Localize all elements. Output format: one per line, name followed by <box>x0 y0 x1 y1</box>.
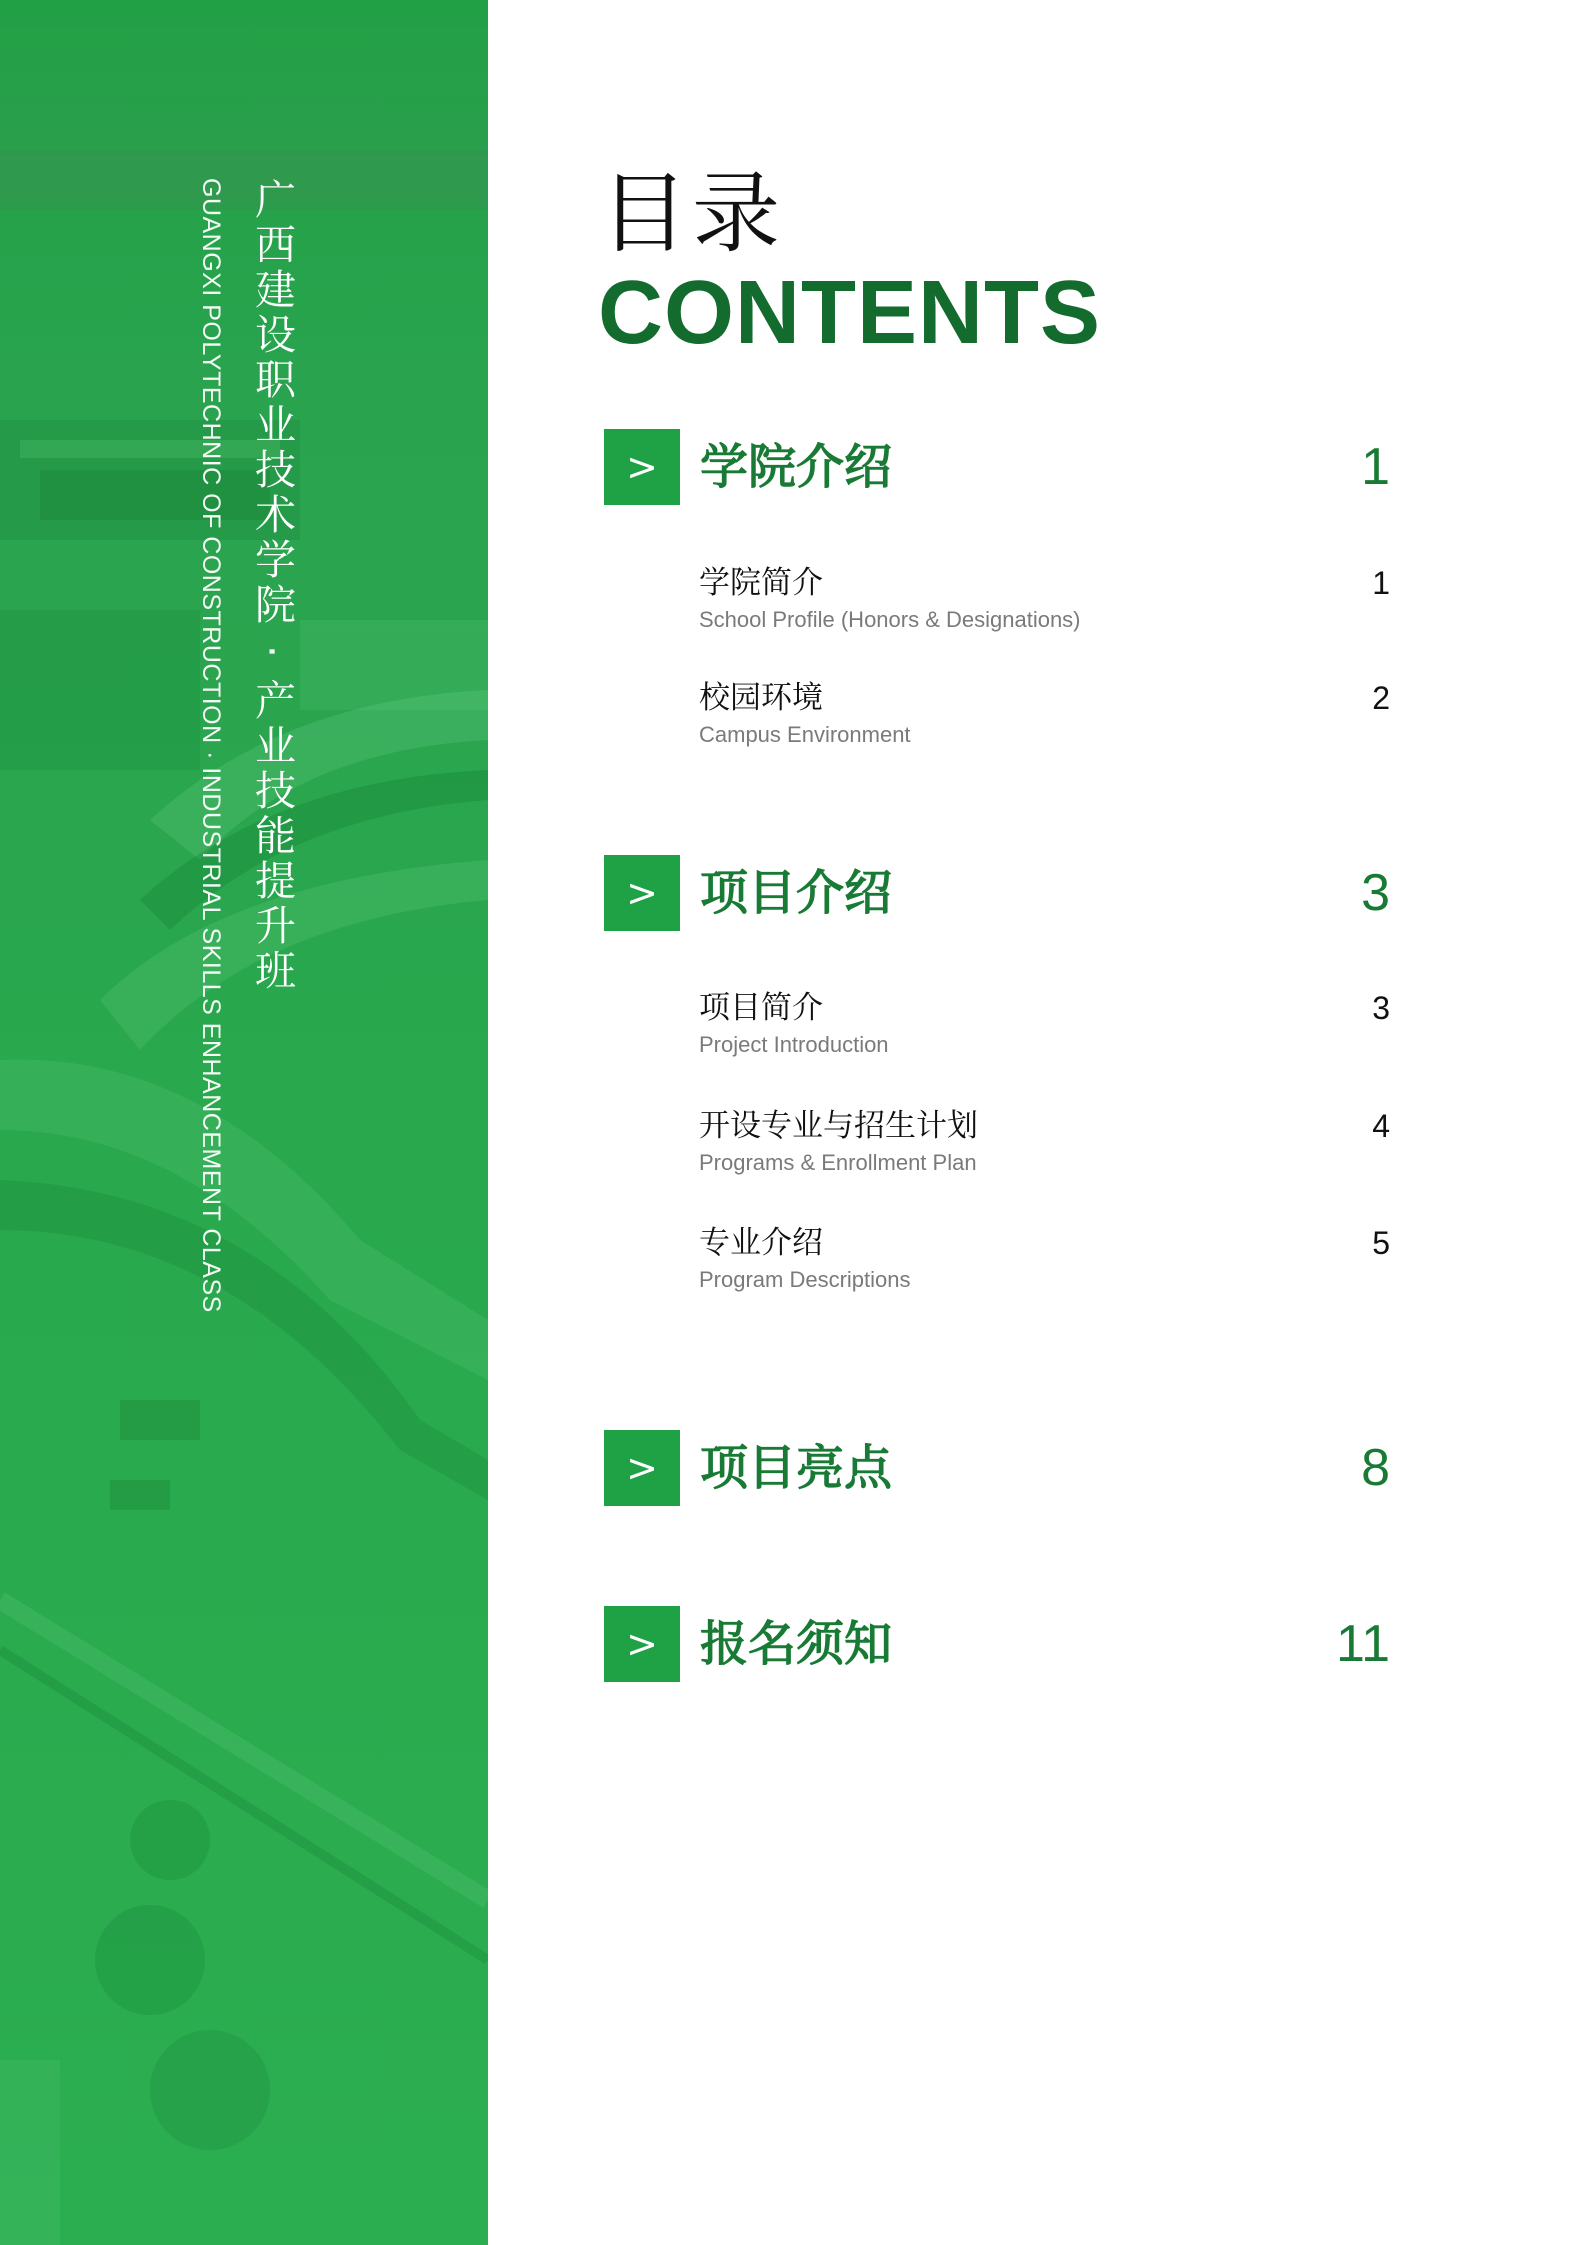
section-page-number: 8 <box>1361 1439 1390 1497</box>
section-label: 报名须知 <box>700 1616 893 1672</box>
item-title-en: Campus Environment <box>699 722 911 747</box>
item-page-number: 5 <box>1372 1225 1390 1261</box>
page-title-cn: 目录 <box>600 162 785 265</box>
section-label: 项目亮点 <box>700 1440 893 1496</box>
item-page-number: 4 <box>1372 1108 1390 1144</box>
toc-section-project-intro[interactable] <box>604 855 1390 931</box>
toc-item-project-introduction[interactable] <box>699 988 1390 1068</box>
item-title-en: Program Descriptions <box>699 1267 911 1292</box>
item-title-cn: 学院简介 <box>699 565 823 601</box>
section-page-number: 3 <box>1361 864 1390 922</box>
item-title-cn: 项目简介 <box>699 990 823 1026</box>
section-label: 项目介绍 <box>700 865 893 921</box>
toc-section-highlights[interactable] <box>604 1430 1390 1506</box>
sidebar-panel <box>0 0 488 2245</box>
item-title-cn: 专业介绍 <box>699 1225 823 1261</box>
item-title-en: Project Introduction <box>699 1032 889 1057</box>
toc-section-registration[interactable] <box>604 1606 1390 1682</box>
section-label: 学院介绍 <box>700 439 893 495</box>
toc-item-campus-environment[interactable] <box>699 678 1390 758</box>
chevron-right-icon: > <box>604 855 680 931</box>
item-title-en: School Profile (Honors & Designations) <box>699 607 1081 632</box>
sidebar-title-en: GUANGXI POLYTECHNIC OF CONSTRUCTION · INDUSTRIAL SKILLS ENHANCEMENT CLASS <box>197 178 225 1313</box>
item-title-cn: 校园环境 <box>699 680 823 716</box>
section-page-number: 11 <box>1336 1615 1390 1673</box>
toc-item-program-descriptions[interactable] <box>699 1223 1390 1303</box>
item-page-number: 2 <box>1372 680 1390 716</box>
item-title-cn: 开设专业与招生计划 <box>699 1108 978 1144</box>
item-title-en: Programs & Enrollment Plan <box>699 1150 977 1175</box>
item-page-number: 3 <box>1372 990 1390 1026</box>
chevron-right-icon: > <box>604 1430 680 1506</box>
page-title-en: CONTENTS <box>598 263 1101 363</box>
item-page-number: 1 <box>1372 565 1390 601</box>
toc-item-programs-enrollment[interactable] <box>699 1106 1390 1186</box>
chevron-right-icon: > <box>604 1606 680 1682</box>
toc-item-school-profile[interactable] <box>699 563 1390 643</box>
section-page-number: 1 <box>1361 438 1390 496</box>
chevron-right-icon: > <box>604 429 680 505</box>
toc-section-college-intro[interactable] <box>604 429 1390 505</box>
sidebar-title-cn: 广西建设职业技术学院 · 产业技能提升班 <box>248 178 296 995</box>
